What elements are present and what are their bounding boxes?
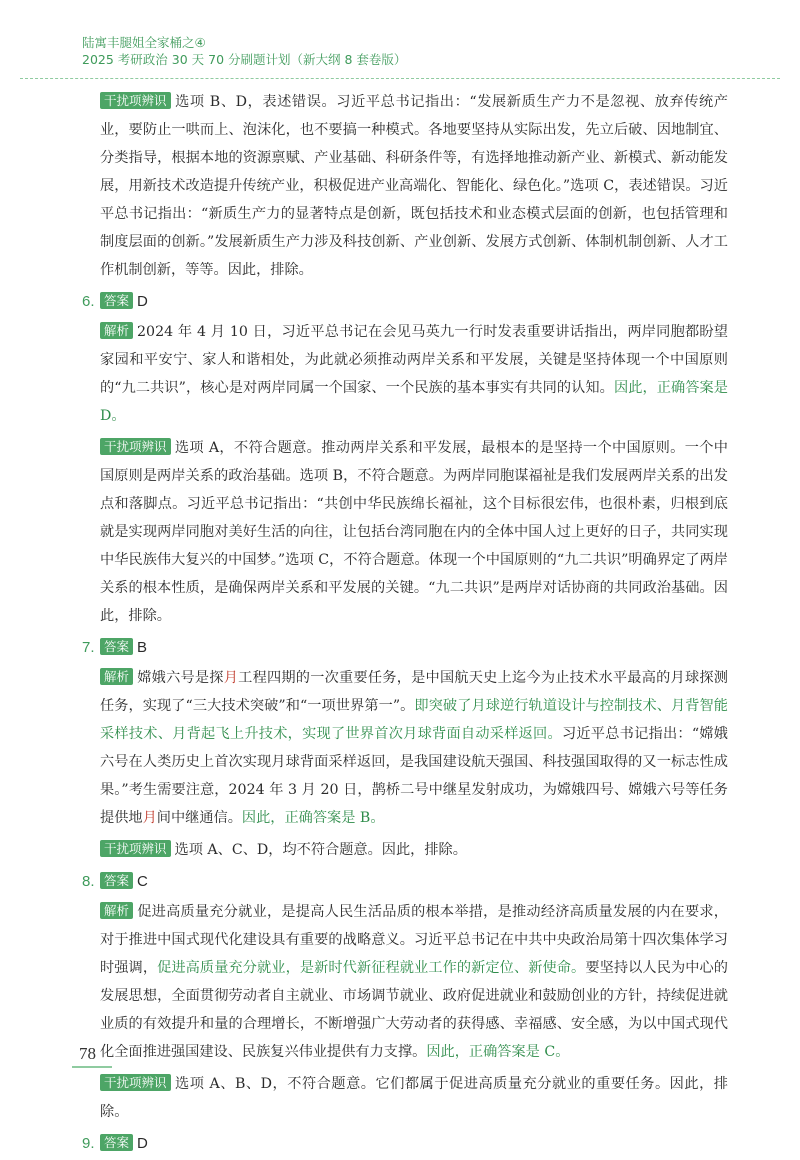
analysis-tag: 解析 (100, 322, 133, 339)
interference-tag: 干扰项辨识 (100, 438, 171, 455)
q7-interference-text: 选项 A、C、D，均不符合题意。因此，排除。 (174, 842, 467, 858)
q8-answer-line (82, 868, 728, 896)
q8-analysis-text: 促进高质量充分就业，是提高人民生活品质的根本举措，是推动经济高质量发展的内在要求，对于推进中国式现代化建设具有重要的战略意义。习近平总书记在中共中央政治局第十四次集体学习时强调， (100, 904, 728, 976)
q7-analysis-paragraph (100, 664, 728, 832)
running-header (82, 34, 406, 68)
q7-highlight: 即突破了月球逆行轨道设计与控制技术、月背智能采样技术、月背起飞上升技术，实现了世界首次月球背面自动采样返回。 (100, 698, 728, 742)
answer-tag: 答案 (100, 638, 133, 655)
q6-analysis-paragraph (100, 318, 728, 430)
q6-answer-line (82, 288, 728, 316)
header-divider (20, 78, 780, 79)
q6-conclusion: 因此，正确答案是 D。 (100, 380, 728, 424)
q9-answer-line (82, 1130, 728, 1158)
q8-interference-paragraph (100, 1070, 728, 1126)
q6-interference-paragraph (100, 434, 728, 630)
q8-analysis-text-2: 要坚持以人民为中心的发展思想，全面贯彻劳动者自主就业、市场调节就业、政府促进就业和鼓励创业的方针，持续促进就业质的有效提升和量的合理增长，不断增强广大劳动者的获得感、幸福感、安全感，为以中国式现代化全面推进强国建设、民族复兴伟业提供有力支撑。 (100, 960, 728, 1060)
q6-analysis-text: 2024 年 4 月 10 日，习近平总书记在会见马英九一行时发表重要讲话指出，两岸同胞都盼望家园和平安宁、家人和谐相处，为此就必须推动两岸关系和平发展，关键是坚持体现一个中国原则的“九二共识”，核心是对两岸同属一个国家、一个民族的基本事实有共同的认知。 (100, 324, 728, 396)
q6-number: 6. (82, 293, 95, 310)
q9-answer-value: D (137, 1135, 148, 1152)
q9-number: 9. (82, 1135, 95, 1152)
q8-highlight: 促进高质量充分就业，是新时代新征程就业工作的新定位、新使命。 (157, 960, 586, 976)
interference-tag: 干扰项辨识 (100, 1074, 171, 1091)
analysis-tag: 解析 (100, 668, 133, 685)
q7-answer-line (82, 634, 728, 662)
q7-red-char-2: 月 (142, 810, 157, 826)
q8-number: 8. (82, 873, 95, 890)
header-book-title: 2025 考研政治 30 天 70 分刷题计划（新大纲 8 套卷版） (82, 52, 407, 67)
q7-interference-paragraph (100, 836, 728, 864)
q8-conclusion: 因此，正确答案是 C。 (426, 1044, 570, 1060)
q5-interference-text: 选项 B、D，表述错误。习近平总书记指出：“发展新质生产力不是忽视、放弃传统产业，要防止一哄而上、泡沫化，也不要搞一种模式。各地要坚持从实际出发，先立后破、因地制宜、分类指导，根据本地的资源禀赋、产业基础、科研条件等，有选择地推动新产业、新模式、新动能发展，用新技术改造提升传统产业，积极促进产业高端化、智能化、绿色化。”选项 C，表述错误。习近平总书记指出：“新质生产力的显著特点是创新，既包括技术和业态模式层面的创新，也包括管理和制度层面的创新。”发展新质生产力涉及科技创新、产业创新、发展方式创新、体制机制创新、人才工作机制创新，等等。因此，排除。 (100, 94, 728, 278)
q7-conclusion: 因此，正确答案是 B。 (241, 810, 385, 826)
q5-interference-paragraph (100, 88, 728, 284)
main-content (82, 88, 728, 1160)
q7-answer-value: B (137, 639, 148, 656)
q7-analysis-text-4: 间中继通信。 (156, 810, 242, 826)
answer-tag: 答案 (100, 872, 133, 889)
q7-red-char: 月 (223, 670, 239, 686)
q7-analysis-text-2: 工程四期的一次重要任务，是中国航天史上迄今为止技术水平最高的月球探测任务，实现了“三大技术突破”和“一项世界第一”。 (100, 670, 728, 714)
interference-tag: 干扰项辨识 (100, 840, 171, 857)
header-series-title: 陆寓丰腿姐全家桶之④ (82, 35, 206, 50)
q7-analysis-text-3: 习近平总书记指出：“嫦娥六号在人类历史上首次实现月球背面采样返回，是我国建设航天强国、科技强国取得的又一标志性成果。”考生需要注意，2024 年 3 月 20 日，鹊桥二号中继星发射成功，为嫦娥四号、嫦娥六号等任务提供地 (100, 726, 728, 826)
answer-tag: 答案 (100, 1134, 133, 1151)
q8-analysis-paragraph (100, 898, 728, 1066)
q7-analysis-text: 嫦娥六号是探 (137, 670, 224, 686)
q8-interference-text: 选项 A、B、D，不符合题意。它们都属于促进高质量充分就业的重要任务。因此，排除。 (100, 1076, 728, 1120)
analysis-tag: 解析 (100, 902, 133, 919)
page-number-underline (72, 1066, 112, 1068)
q8-answer-value: C (137, 873, 148, 890)
q7-number: 7. (82, 639, 95, 656)
page-number: 78 (79, 1044, 96, 1063)
q6-interference-text: 选项 A，不符合题意。推动两岸关系和平发展，最根本的是坚持一个中国原则。一个中国原则是两岸关系的政治基础。选项 B，不符合题意。为两岸同胞谋福祉是我们发展两岸关系的出发点和落脚点。习近平总书记指出：“共创中华民族绵长福祉，这个目标很宏伟，也很朴素，归根到底就是实现两岸同胞对美好生活的向往，让包括台湾同胞在内的全体中国人过上更好的日子，共同实现中华民族伟大复兴的中国梦。”选项 C，不符合题意。体现一个中国原则的“九二共识”明确界定了两岸关系的根本性质，是确保两岸关系和平发展的关键。“九二共识”是两岸对话协商的共同政治基础。因此，排除。 (100, 440, 728, 624)
q6-answer-value: D (137, 293, 148, 310)
answer-tag: 答案 (100, 292, 133, 309)
interference-tag: 干扰项辨识 (100, 92, 171, 109)
